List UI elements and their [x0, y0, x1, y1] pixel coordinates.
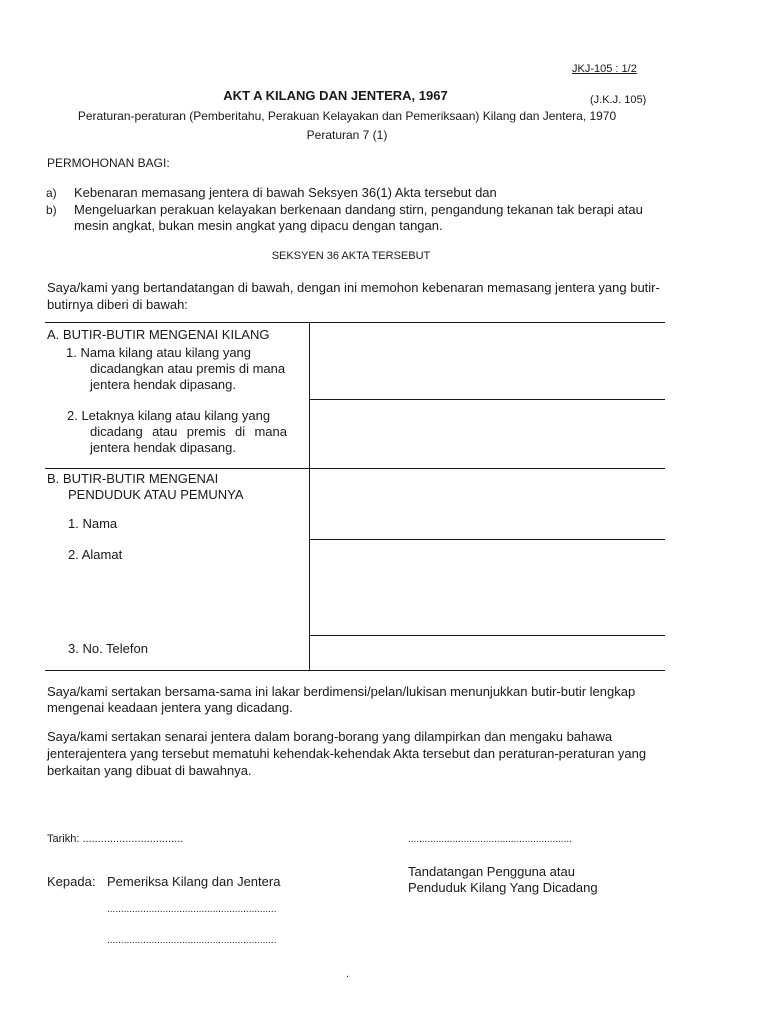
address-line1-field[interactable]: .............................................................	[107, 904, 277, 915]
section-heading: SEKSYEN 36 AKTA TERSEBUT	[271, 250, 431, 262]
form-code: JKJ-105 : 1/2	[572, 63, 637, 75]
row-divider-b1	[310, 539, 665, 540]
signature-caption-line1: Tandatangan Pengguna atau	[408, 864, 575, 879]
declaration2-line3: berkaitan yang dibuat di bawahnya.	[47, 763, 252, 778]
item-a-letter: a)	[46, 186, 57, 200]
table-top-border	[45, 322, 665, 323]
factory-name-field[interactable]	[311, 324, 664, 398]
section-a-heading: A. BUTIR-BUTIR MENGENAI KILANG	[47, 327, 270, 342]
document-title: AKT A KILANG DAN JENTERA, 1967	[223, 88, 448, 103]
item-a-text: Kebenaran memasang jentera di bawah Seksyen 36(1) Akta tersebut dan	[74, 185, 497, 200]
section-a-item1-line1: 1. Nama kilang atau kilang yang	[66, 345, 252, 360]
table-bottom-border	[45, 670, 665, 671]
section-b-name-label: 1. Nama	[68, 516, 118, 531]
item-b-text-line1: Mengeluarkan perakuan kelayakan berkenaan dandang stirn, pengandung tekanan tak berapi atau	[74, 202, 643, 217]
application-heading: PERMOHONAN BAGI:	[47, 156, 170, 170]
address-line2-field[interactable]: .............................................................	[107, 935, 277, 946]
declaration2-line1: Saya/kami sertakan senarai jentera dalam borang-borang yang dilampirkan dan mengaku bahawa	[47, 729, 613, 744]
intro-line1: Saya/kami yang bertandatangan di bawah, dengan ini memohon kebenaran memasang jentera yang butir-	[47, 280, 660, 295]
section-b-address-label: 2. Alamat	[68, 547, 123, 562]
to-label: Kepada:	[47, 874, 96, 889]
factory-location-field[interactable]	[311, 401, 664, 467]
section-b-phone-label: 3. No. Telefon	[68, 641, 148, 656]
item-b-text-line2: mesin angkat, bukan mesin angkat yang dipacu dengan tangan.	[74, 218, 443, 233]
item-b-letter: b)	[46, 203, 57, 217]
section-b-heading-line1: B. BUTIR-BUTIR MENGENAI	[47, 471, 219, 486]
declaration2-line2: jenterajentera yang tersebut mematuhi kehendak-kehendak Akta tersebut dan peraturan-peraturan yang	[47, 746, 647, 761]
section-a-item2-line3: jentera hendak dipasang.	[90, 440, 237, 455]
section-a-item1-line3: jentera hendak dipasang.	[90, 377, 237, 392]
date-field[interactable]: Tarikh: .................................	[47, 833, 184, 845]
document-subtitle: Peraturan-peraturan (Pemberitahu, Perakuan Kelayakan dan Pemeriksaan) Kilang dan Jentera, 1970	[77, 109, 617, 123]
occupier-phone-field[interactable]	[311, 637, 664, 669]
section-a-item2-line2: dicadang atau premis di mana	[90, 424, 287, 439]
section-b-heading-line2: PENDUDUK ATAU PEMUNYA	[68, 487, 244, 502]
section-divider	[45, 468, 665, 469]
row-divider-a1	[310, 399, 665, 400]
signature-field[interactable]: ...........................................................	[408, 834, 572, 845]
page-mark: .	[346, 968, 350, 980]
section-a-item2-line1: 2. Letaknya kilang atau kilang yang	[67, 408, 271, 423]
section-a-item1-line2: dicadangkan atau premis di mana	[90, 361, 286, 376]
occupier-address-field[interactable]	[311, 541, 664, 634]
regulation-number: Peraturan 7 (1)	[306, 128, 388, 142]
to-recipient: Pemeriksa Kilang dan Jentera	[107, 874, 281, 889]
declaration1-line1: Saya/kami sertakan bersama-sama ini lakar berdimensi/pelan/lukisan menunjukkan butir-butir lengkap	[47, 684, 636, 699]
declaration1-line2: mengenai keadaan jentera yang dicadang.	[47, 700, 293, 715]
intro-line2: butirnya diberi di bawah:	[47, 297, 188, 312]
table-column-divider	[309, 322, 310, 670]
occupier-name-field[interactable]	[311, 470, 664, 538]
signature-caption-line2: Penduduk Kilang Yang Dicadang	[408, 880, 598, 895]
reference-code: (J.K.J. 105)	[590, 94, 647, 106]
row-divider-b2	[310, 635, 665, 636]
